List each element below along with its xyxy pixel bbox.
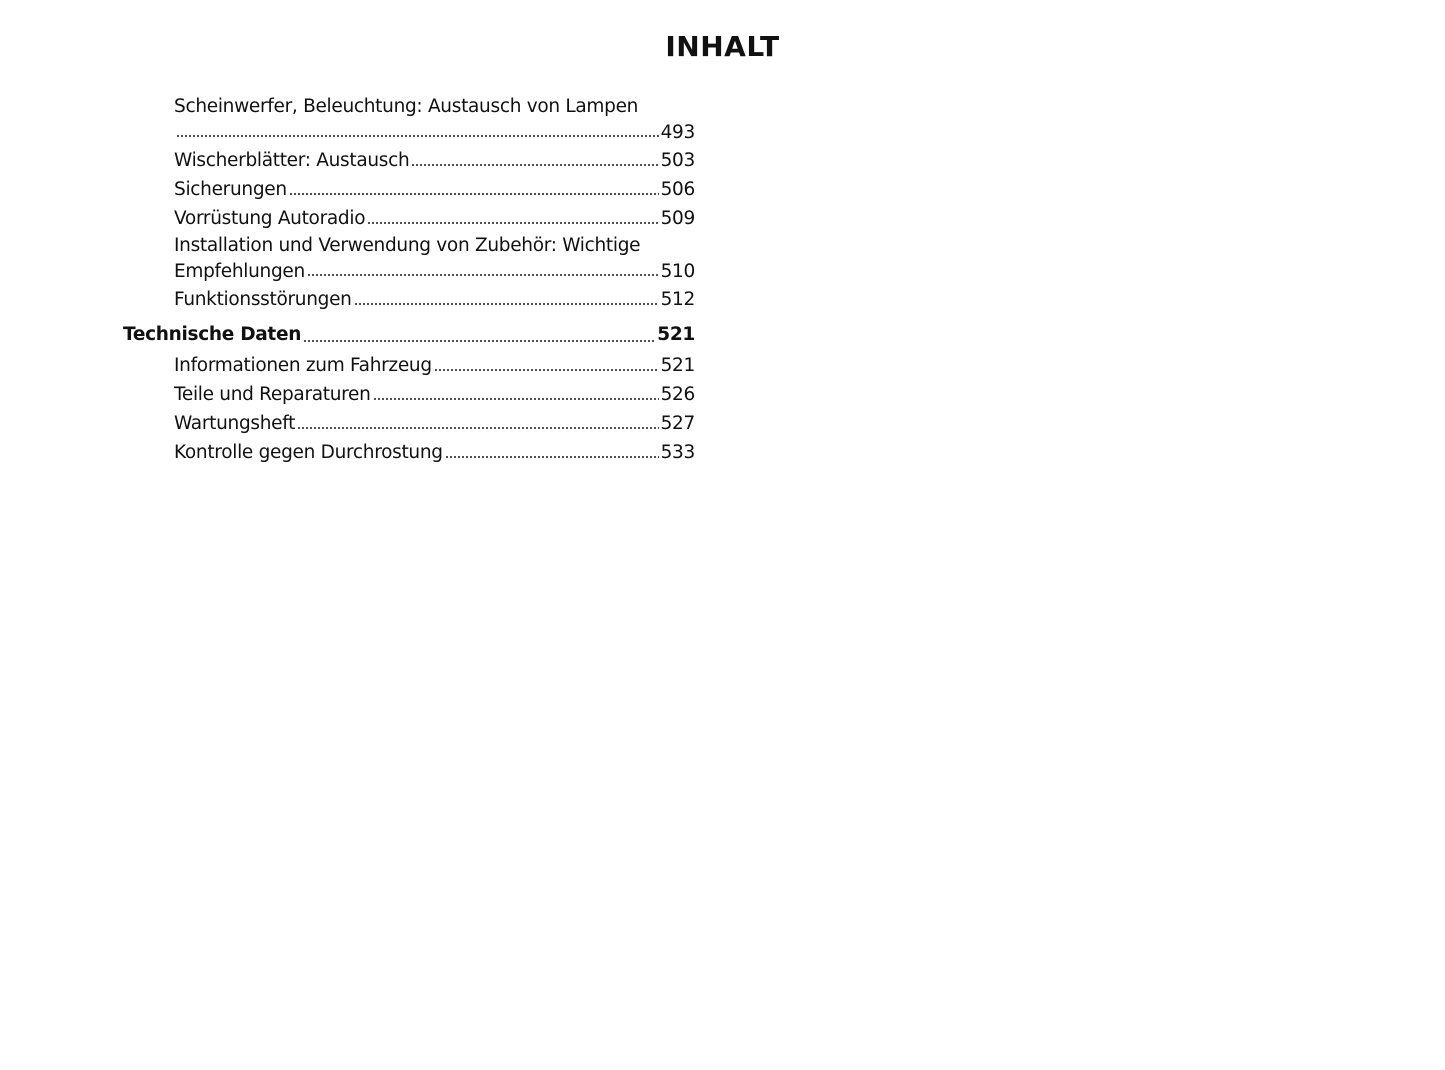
toc-entry-line[interactable] xyxy=(123,120,695,146)
dot-leader xyxy=(445,455,659,459)
toc-entry-title: Kontrolle gegen Durchrostung xyxy=(174,442,443,463)
dot-leader xyxy=(307,273,659,277)
toc-entry-title: Funktionsstörungen xyxy=(174,289,352,310)
toc-entry-page: 506 xyxy=(660,179,695,200)
table-of-contents xyxy=(123,94,695,467)
toc-entry-line[interactable] xyxy=(123,94,695,120)
dot-leader xyxy=(303,339,655,343)
dot-leader xyxy=(289,192,659,196)
dot-leader xyxy=(373,397,659,401)
toc-entry-title: Informationen zum Fahrzeug xyxy=(174,355,432,376)
toc-entry[interactable] xyxy=(123,380,695,409)
toc-entry-title: Wischerblätter: Austausch xyxy=(174,150,410,171)
dot-leader xyxy=(354,302,659,306)
toc-entry-title: Scheinwerfer, Beleuchtung: Austausch von Lampen xyxy=(174,96,639,117)
toc-entry-page: 526 xyxy=(660,384,695,405)
toc-entry[interactable] xyxy=(123,146,695,175)
toc-entry-page: 509 xyxy=(660,208,695,229)
page-title: INHALT xyxy=(665,30,780,63)
toc-entry-page: 503 xyxy=(660,150,695,171)
dot-leader xyxy=(367,221,658,225)
toc-entry-line[interactable] xyxy=(123,233,695,259)
toc-entry[interactable] xyxy=(123,438,695,467)
toc-entry-page: 512 xyxy=(660,289,695,310)
toc-entry-title: Installation und Verwendung von Zubehör: Wichtige xyxy=(174,235,641,256)
toc-section-entry[interactable] xyxy=(123,318,695,351)
toc-entry[interactable] xyxy=(123,285,695,314)
toc-section-page: 521 xyxy=(657,324,695,345)
toc-entry[interactable] xyxy=(123,175,695,204)
toc-entry-page: 493 xyxy=(660,122,695,143)
dot-leader xyxy=(297,426,658,430)
dot-leader xyxy=(411,163,658,167)
toc-entry-title: Vorrüstung Autoradio xyxy=(174,208,366,229)
toc-entry-page: 521 xyxy=(660,355,695,376)
dot-leader xyxy=(434,368,659,372)
toc-entry-line[interactable] xyxy=(123,259,695,285)
toc-entry-page: 533 xyxy=(660,442,695,463)
toc-entry-title: Sicherungen xyxy=(174,179,287,200)
dot-leader xyxy=(176,134,659,138)
toc-entry-title: Wartungsheft xyxy=(174,413,296,434)
toc-entry[interactable] xyxy=(123,351,695,380)
toc-entry-title: Empfehlungen xyxy=(174,261,305,282)
toc-entry[interactable] xyxy=(123,409,695,438)
toc-section-title: Technische Daten xyxy=(123,324,302,345)
toc-entry-page: 527 xyxy=(660,413,695,434)
toc-entry-title: Teile und Reparaturen xyxy=(174,384,371,405)
toc-entry-page: 510 xyxy=(660,261,695,282)
toc-entry[interactable] xyxy=(123,204,695,233)
